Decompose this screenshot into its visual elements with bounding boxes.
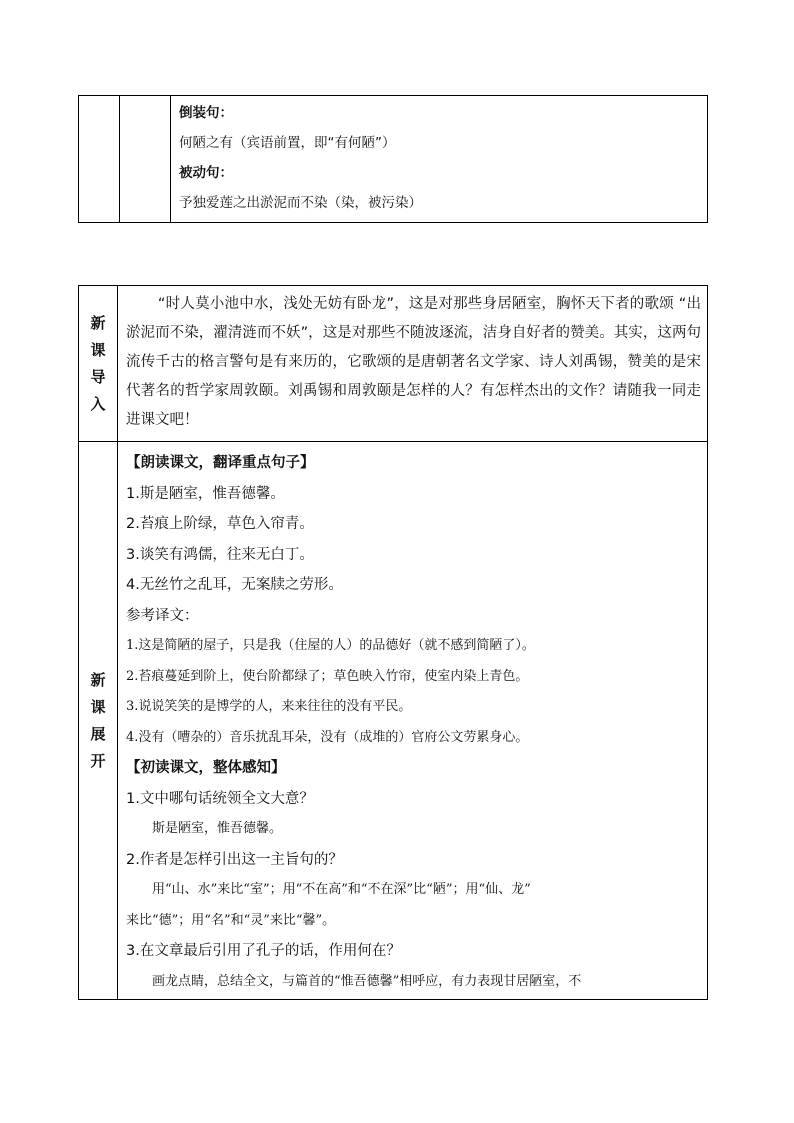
translation: 3.说说笑笑的是博学的人，来来往往的没有平民。 [126,699,412,714]
question: 3.在文章最后引用了孔子的话，作用何在？ [126,943,401,959]
passive-sentence-heading: 被动句： [179,165,233,181]
inverted-sentence-heading: 倒装句： [179,105,233,121]
empty-cell [120,96,171,223]
translation: 2.苔痕蔓延到阶上，使台阶都绿了；草色映入竹帘，使室内染上青色。 [126,668,529,684]
key-sentence: 1.斯是陋室，惟吾德馨。 [126,485,285,502]
key-sentence: 3.谈笑有鸿儒，往来无白丁。 [126,546,314,563]
question: 1.文中哪句话统领全文大意？ [126,790,314,807]
intro-label: 新 课 导 入 [79,286,118,442]
answer: 用“山、水”来比“室”；用“不在高”和“不在深”比“陋”；用“仙、龙” [152,882,531,897]
answer: 画龙点睛，总结全文，与篇首的“惟吾德馨”相呼应，有力表现甘居陋室，不 [152,973,582,989]
unfold-label: 新 课 展 开 [79,442,118,1000]
key-sentence: 4.无丝竹之乱耳，无案牍之劳形。 [126,577,343,593]
translation: 1.这是简陋的屋子，只是我（住屋的人）的品德好（就不感到简陋了）。 [126,638,535,653]
intro-text: “时人莫小池中水，浅处无妨有卧龙”，这是对那些身居陋室，胸怀天下者的歌颂 “出淤泥而不染，濯清涟而不妖”，这是对那些不随波逐流，洁身自好者的赞美。其实，这两句流传千古的格言警句是有来历的，它歌颂的是唐朝著名文学家、诗人刘禹锡，赞美的是宋代著名的哲学家周敦颐。刘禹锡和周敦颐是怎样的人？有怎样杰出的文作？请随我一同走进课文吧！ [118,286,708,442]
answer: 斯是陋室，惟吾德馨。 [152,821,283,836]
unfold-content [118,442,708,1000]
lesson-table [78,285,708,1000]
inverted-sentence-example: 何陋之有（宾语前置，即“有何陋”） [179,135,396,151]
question: 2.作者是怎样引出这一主旨句的？ [126,851,343,868]
section-title-read: 【朗读课文，翻译重点句子】 [126,455,315,471]
key-sentence: 2.苔痕上阶绿，草色入帘青。 [126,516,314,532]
grammar-table [78,95,708,223]
answer: 来比“德”；用“名”和“灵”来比“馨”。 [126,912,336,928]
passive-sentence-example: 予独爱莲之出淤泥而不染（染，被污染） [179,195,422,211]
section-title-overview: 【初读课文，整体感知】 [126,760,286,776]
empty-cell [79,96,120,223]
translation: 4.没有（嘈杂的）音乐扰乱耳朵，没有（成堆的）官府公文劳累身心。 [126,729,529,745]
grammar-cell [171,96,708,223]
reference-label: 参考译文： [126,607,199,624]
